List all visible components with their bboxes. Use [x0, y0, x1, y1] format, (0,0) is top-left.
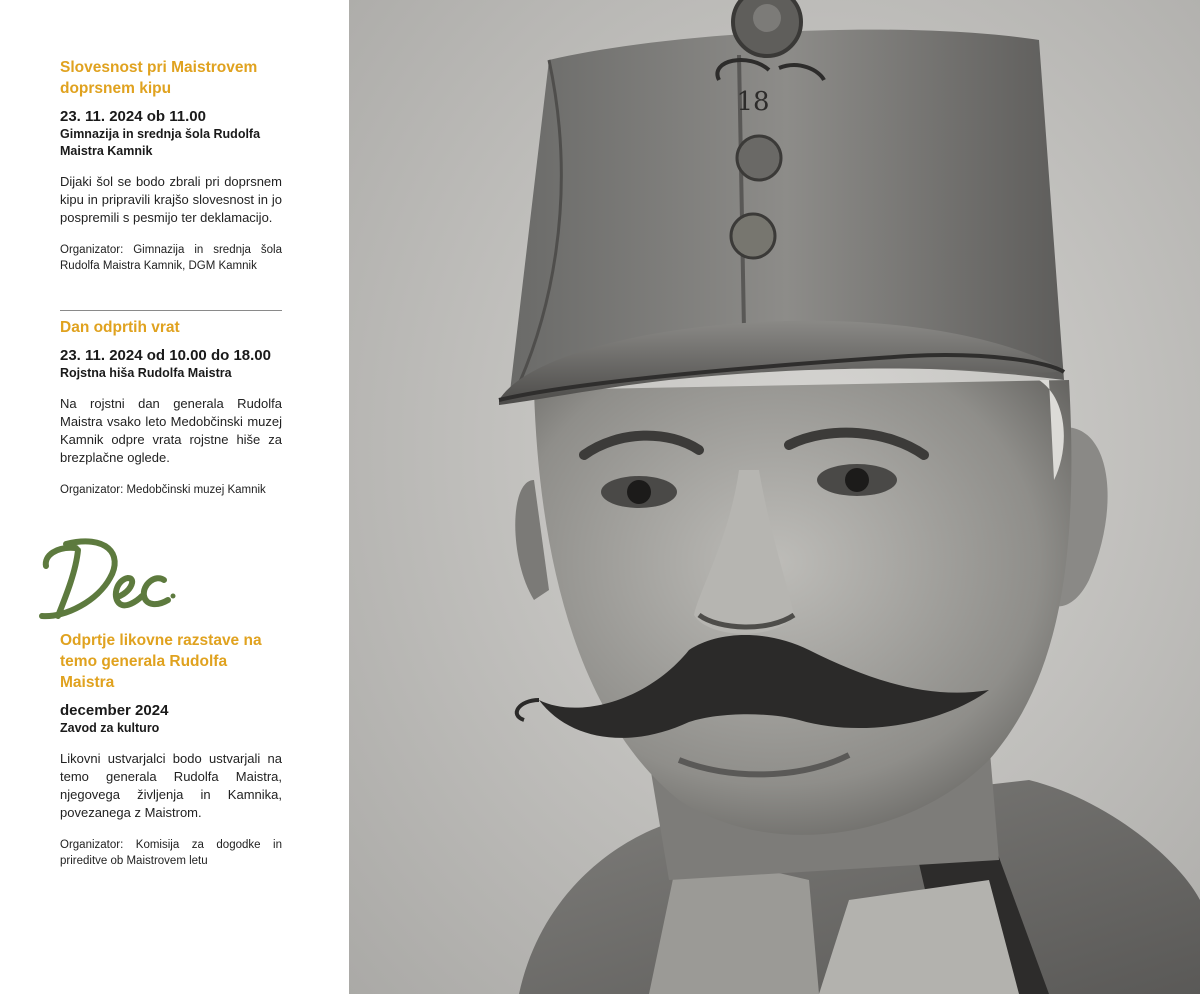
event-venue: Gimnazija in srednja šola Rudolfa Maistra Kamnik [60, 127, 261, 158]
event-date: 23. 11. 2024 od 10.00 do 18.00 [60, 347, 271, 364]
month-script-lettering [36, 526, 196, 626]
event-organizer: Organizator: Komisija za dogodke in prireditve ob Maistrovem letu [60, 839, 282, 867]
event-title: Odprtje likovne razstave na temo generala Rudolfa Maistra [60, 632, 262, 691]
event-card [60, 317, 282, 498]
portrait-photo [349, 0, 1200, 994]
event-date: 23. 11. 2024 ob 11.00 [60, 108, 206, 125]
event-description: Likovni ustvarjalci bodo ustvarjali na temo generala Rudolfa Maistra, njegovega življenja in Kamnika, povezanega z Maistrom. [60, 751, 282, 820]
event-card [60, 57, 282, 274]
event-organizer: Organizator: Gimnazija in srednja šola Rudolfa Maistra Kamnik, DGM Kamnik [60, 244, 282, 272]
portrait-illustration [349, 0, 1200, 994]
event-description: Dijaki šol se bodo zbrali pri doprsnem kipu in pripravili krajšo slovesnost in jo pospremili s pesmijo ter deklamacijo. [60, 174, 282, 225]
event-title: Slovesnost pri Maistrovem doprsnem kipu [60, 59, 258, 97]
month-label [36, 526, 37, 527]
event-title: Dan odprtih vrat [60, 319, 180, 336]
event-organizer: Organizator: Medobčinski muzej Kamnik [60, 484, 266, 496]
cap-insignia-number: 18 [736, 87, 770, 117]
event-column [60, 0, 282, 994]
event-description: Na rojstni dan generala Rudolfa Maistra vsako leto Medobčinski muzej Kamnik odpre vrata rojstne hiše za brezplačne oglede. [60, 396, 282, 465]
event-card [60, 630, 282, 869]
event-venue: Zavod za kulturo [60, 721, 160, 735]
event-date: december 2024 [60, 702, 169, 719]
month-heading [36, 526, 196, 626]
divider [60, 310, 282, 311]
event-venue: Rojstna hiša Rudolfa Maistra [60, 366, 232, 380]
